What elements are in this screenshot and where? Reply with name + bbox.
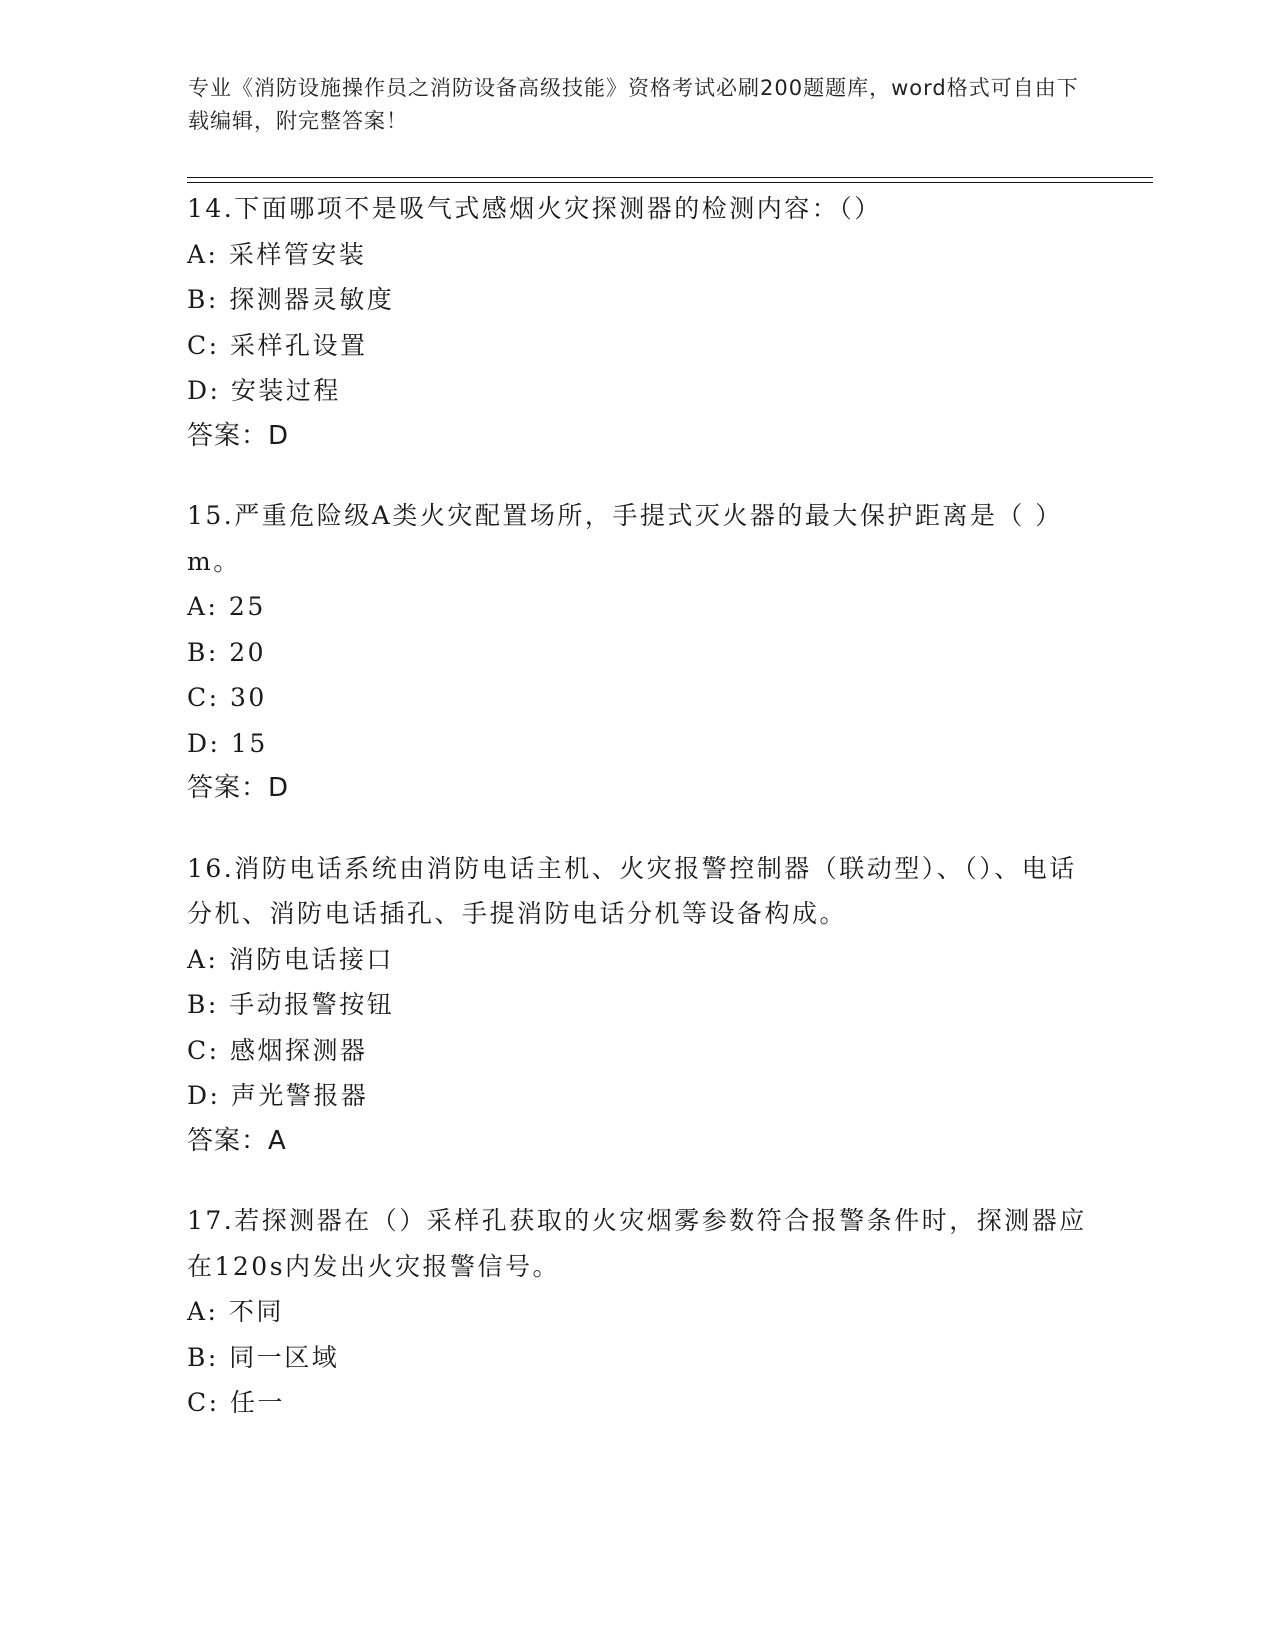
option-c: C: 采样孔设置 (187, 330, 368, 360)
option-b: B: 20 (187, 637, 267, 667)
question-list (187, 186, 1087, 1460)
answer: 答案：D (187, 773, 290, 803)
question-17 (187, 1198, 1087, 1426)
question-text: 16.消防电话系统由消防电话主机、火灾报警控制器（联动型）、（）、电话分机、消防电话插孔、手提消防电话分机等设备构成。 (187, 853, 1077, 928)
header-divider-bottom (187, 182, 1153, 183)
header-divider-top (187, 177, 1153, 178)
option-c: C: 30 (187, 683, 267, 712)
option-b: B: 手动报警按钮 (187, 990, 395, 1019)
option-a: A: 采样管安装 (187, 239, 367, 269)
option-d: D: 声光警报器 (187, 1081, 369, 1110)
option-d: D: 15 (187, 728, 268, 758)
option-d: D: 安装过程 (187, 376, 341, 405)
option-c: C: 任一 (187, 1388, 285, 1417)
option-a: A: 消防电话接口 (187, 944, 394, 974)
option-a: A: 25 (187, 592, 266, 621)
question-text: 17.若探测器在（）采样孔获取的火灾烟雾参数符合报警条件时，探测器应在120s内发出火灾报警信号。 (187, 1206, 1087, 1281)
question-text: 14.下面哪项不是吸气式感烟火灾探测器的检测内容：（） (187, 194, 882, 223)
question-15 (187, 493, 1087, 812)
question-16 (187, 846, 1087, 1165)
document-header: 专业《消防设施操作员之消防设备高级技能》资格考试必刷200题题库，word格式可自由下载编辑，附完整答案！ (188, 76, 1079, 133)
option-a: A: 不同 (187, 1297, 284, 1326)
answer: 答案：A (187, 1125, 287, 1156)
option-c: C: 感烟探测器 (187, 1035, 368, 1065)
question-14 (187, 186, 1087, 459)
option-b: B: 同一区域 (187, 1342, 340, 1372)
question-text: 15.严重危险级A类火灾配置场所，手提式灭火器的最大保护距离是（ ）m。 (187, 501, 1063, 576)
option-b: B: 探测器灵敏度 (187, 285, 395, 314)
answer: 答案：D (187, 420, 290, 451)
